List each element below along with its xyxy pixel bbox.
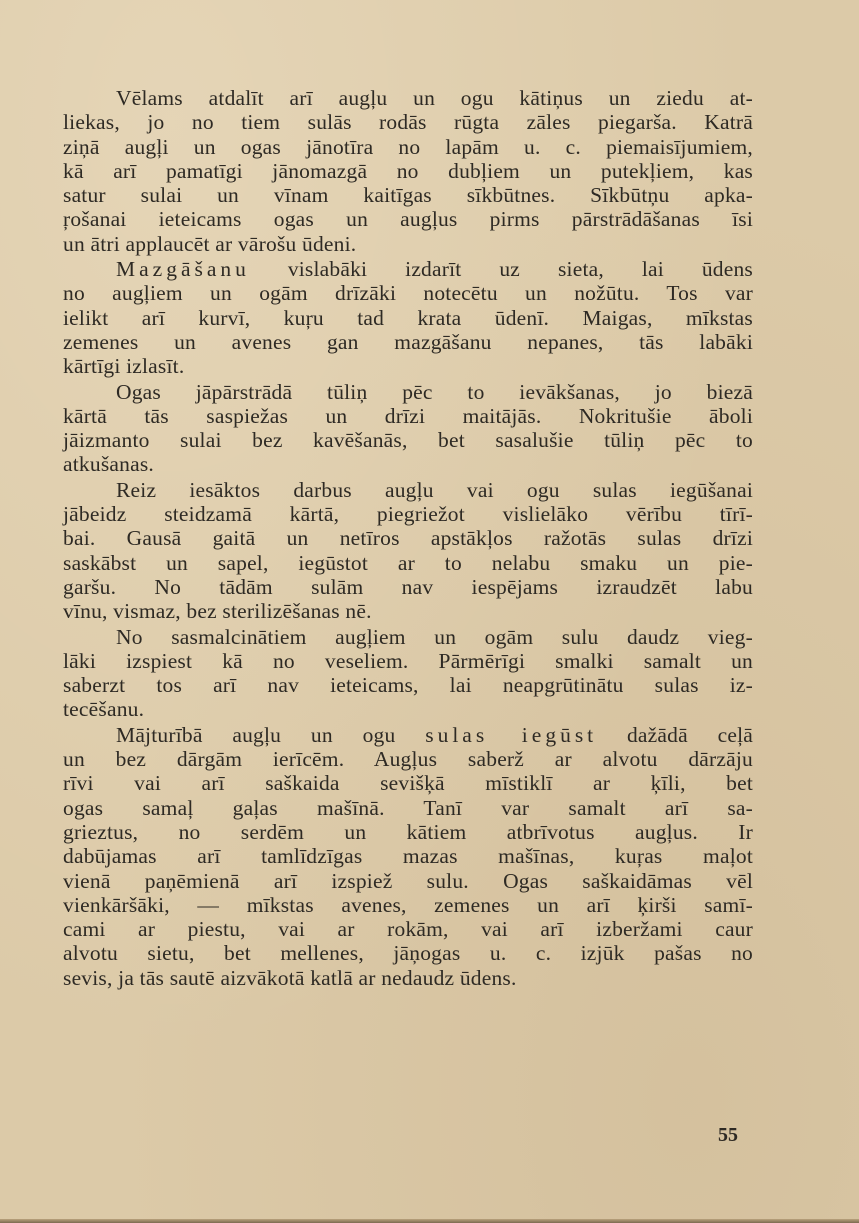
text-line: jāizmanto sulai bez kavēšanās, bet sasalušie tūliņ pēc to <box>63 428 753 453</box>
text-line: ŗošanai ieteicams ogas un augļus pirms pārstrādāšanas īsi <box>63 207 753 232</box>
text-line-post: dažādā ceļā <box>626 722 753 747</box>
text-line: Reiz iesāktos darbus augļu vai ogu sulas iegūšanai <box>116 477 753 502</box>
text-line: vīnu, vismaz, bez sterilizēšanas nē. <box>63 599 372 624</box>
page-number: 55 <box>718 1124 738 1146</box>
text-line-pre: Mājturībā augļu un ogu <box>116 722 396 747</box>
text-line: grieztus, no serdēm un kātiem atbrīvotus augļus. Ir <box>63 819 753 844</box>
text-line: ogas samaļ gaļas mašīnā. Tanī var samalt arī sa- <box>63 795 753 820</box>
text-line: kārtā tās saspiežas un drīzi maitājās. Nokritušie āboli <box>63 403 753 428</box>
paragraph-3 <box>63 380 753 477</box>
text-line: Ogas jāpārstrādā tūliņ pēc to ievākšanas, jo biezā <box>116 379 753 404</box>
text-line: un ātri applaucēt ar vārošu ūdeni. <box>63 231 357 256</box>
text-line: saskābst un sapel, iegūstot ar to nelabu smaku un pie- <box>63 550 753 575</box>
text-line: ielikt arī kurvī, kuŗu tad krata ūdenī. Maigas, mīkstas <box>63 305 753 330</box>
text-line: liekas, jo no tiem sulās rodās rūgta zāles piegarša. Katrā <box>63 110 753 135</box>
text-line: ziņā augļi un ogas jānotīra no lapām u. c. piemaisījumiem, <box>63 134 753 159</box>
text-line: vienā paņēmienā arī izspiež sulu. Ogas saškaidāmas vēl <box>63 868 753 893</box>
paragraph-4 <box>63 478 753 624</box>
text-line: kārtīgi izlasīt. <box>63 354 185 379</box>
text-line: dabūjamas arī tamlīdzīgas mazas mašīnas, kuŗas maļot <box>63 844 753 869</box>
text-line: zemenes un avenes gan mazgāšanu nepanes, tās labāki <box>63 329 753 354</box>
text-line: satur sulai un vīnam kaitīgas sīkbūtnes. Sīkbūtņu apka- <box>63 183 753 208</box>
text-line: lāki izspiest kā no veseliem. Pārmērīgi smalki samalt un <box>63 648 753 673</box>
emphasized-term: Mazgāšanu <box>116 257 250 282</box>
text-line: tecēšanu. <box>63 697 145 722</box>
text-line: vienkāršāki, — mīkstas avenes, zemenes un arī ķirši samī- <box>63 892 753 917</box>
text-line <box>63 723 753 747</box>
text-line: alvotu sietu, bet mellenes, jāņogas u. c. izjūk pašas no <box>63 941 753 966</box>
page-bottom-edge <box>0 1219 859 1223</box>
paragraph-2 <box>63 257 753 378</box>
page-body-text <box>63 86 753 990</box>
text-line: kā arī pamatīgi jānomazgā no dubļiem un putekļiem, kas <box>63 158 753 183</box>
text-line-rest: vislabāki izdarīt uz sieta, lai ūdens <box>287 257 753 282</box>
text-line: un bez dārgām ierīcēm. Augļus saberž ar alvotu dārzāju <box>63 747 753 772</box>
text-line: garšu. No tādām sulām nav iespējams izraudzēt labu <box>63 574 753 599</box>
text-line: No sasmalcinātiem augļiem un ogām sulu daudz vieg- <box>116 624 753 649</box>
text-line: Vēlams atdalīt arī augļu un ogu kātiņus un ziedu at- <box>116 86 753 110</box>
paragraph-1 <box>63 86 753 256</box>
emphasized-term: sulas iegūst <box>425 722 598 747</box>
text-line: rīvi vai arī saškaida sevišķā mīstiklī ar ķīli, bet <box>63 771 753 796</box>
text-line <box>63 257 753 281</box>
text-line: saberzt tos arī nav ieteicams, lai neapgrūtinātu sulas iz- <box>63 673 753 698</box>
text-line: cami ar piestu, vai ar rokām, vai arī izberžami caur <box>63 917 753 942</box>
text-line: jābeidz steidzamā kārtā, piegriežot vislielāko vērību tīrī- <box>63 502 753 527</box>
paragraph-6 <box>63 723 753 990</box>
text-line: no augļiem un ogām drīzāki notecētu un nožūtu. Tos var <box>63 281 753 306</box>
text-line: atkušanas. <box>63 452 154 477</box>
text-line: sevis, ja tās sautē aizvākotā katlā ar nedaudz ūdens. <box>63 965 517 990</box>
paragraph-5 <box>63 625 753 722</box>
text-line: bai. Gausā gaitā un netīros apstākļos ražotās sulas drīzi <box>63 526 753 551</box>
